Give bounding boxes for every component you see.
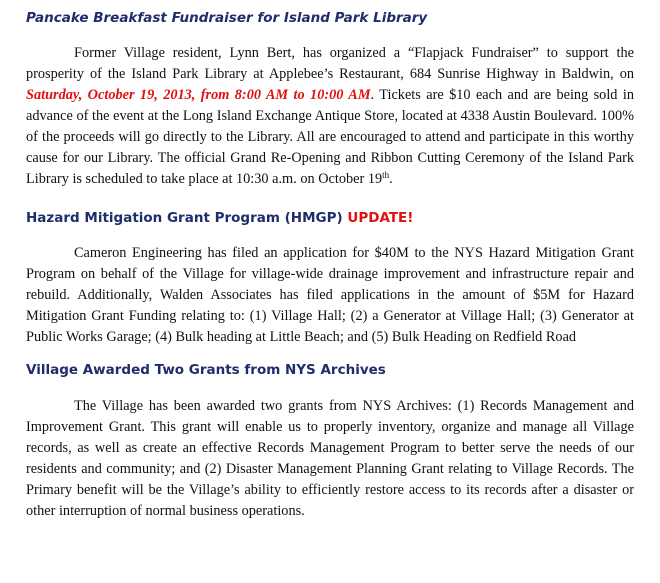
- article-heading-hmgp: [26, 208, 634, 228]
- article-text: .: [389, 171, 393, 187]
- newsletter-page: [26, 6, 634, 522]
- article-body-hmgp: [26, 243, 634, 348]
- article-heading-pancake-breakfast: Pancake Breakfast Fundraiser for Island Park Library: [26, 10, 428, 26]
- article-body-pancake-breakfast: [26, 43, 634, 190]
- article-text: . Tickets are $10 each and are being sold in advance of the event at the Long Island Exchange Antique Store, located at 4338 Austin Boulevard. 100% of the proceeds will go directly to the Library. All are encouraged to attend and participate in this worthy cause for our Library. The official Grand Re-Opening and Ribbon Cutting Ceremony of the Island Park Library is scheduled to take place at 10:30 a.m. on October 19: [26, 87, 634, 187]
- update-badge: UPDATE!: [347, 210, 414, 226]
- article-text: Cameron Engineering has filed an application for $40M to the NYS Hazard Mitigation Grant Program on behalf of the Village for village-wide drainage improvement and infrastructure repair and rebuild. Additionally, Walden Associates has filed applications in the amount of $5M for Hazard Mitigation Grant Funding relating to: (1) Village Hall; (2) a Generator at Village Hall; (3) Generator at Public Works Garage; (4) Bulk heading at Little Beach; and (5) Bulk Heading on Redfield Road: [26, 245, 634, 345]
- article-text: The Village has been awarded two grants from NYS Archives: (1) Records Management and Improvement Grant. This grant will enable us to properly inventory, organize and manage all Village records, as well as create an effective Records Management Program to better serve the needs of our residents and community; and (2) Disaster Management Planning Grant relating to Village Records. The Primary benefit will be the Village’s ability to efficiently restore access to its records after a disaster or other interruption of normal business operations.: [26, 398, 634, 519]
- article-heading-nys-archives: Village Awarded Two Grants from NYS Archives: [26, 362, 386, 378]
- article-heading-text: Hazard Mitigation Grant Program (HMGP): [26, 210, 343, 226]
- article-body-nys-archives: [26, 396, 634, 522]
- ordinal-superscript: th: [382, 170, 390, 180]
- article-text: Former Village resident, Lynn Bert, has organized a “Flapjack Fundraiser” to support the prosperity of the Island Park Library at Applebee’s Restaurant, 684 Sunrise Highway in Baldwin, on: [26, 45, 634, 82]
- event-date-highlight: Saturday, October 19, 2013, from 8:00 AM to 10:00 AM: [26, 87, 371, 103]
